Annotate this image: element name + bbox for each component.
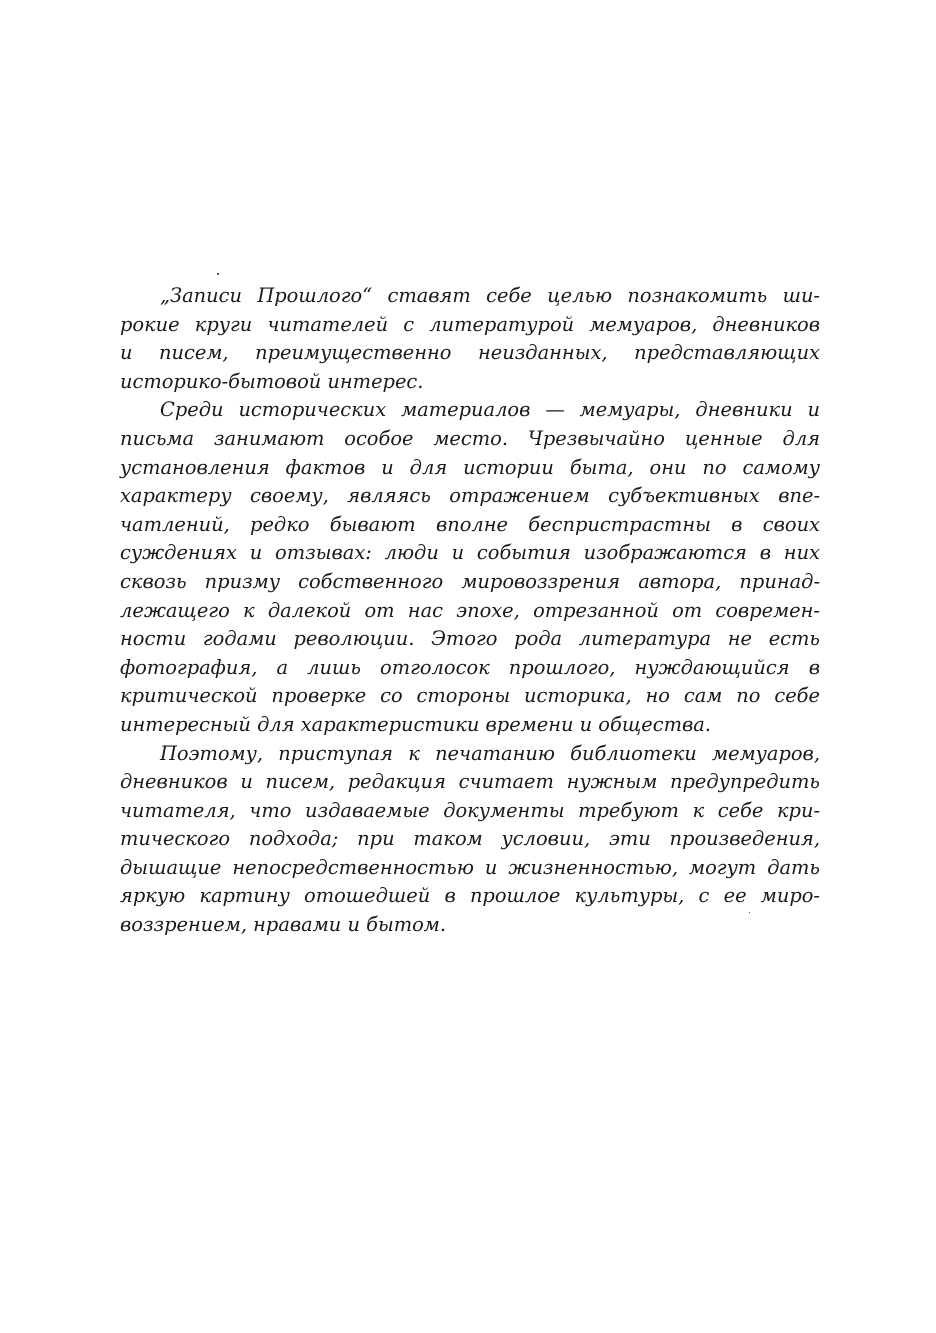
text-line: установления фактов и для истории быта, они по самому (120, 455, 820, 479)
text-line: Поэтому, приступая к печатанию библиотеки мемуаров, (160, 741, 820, 765)
text-line: письма занимают особое место. Чрезвычайно ценные для (120, 426, 820, 450)
text-line: рокие круги читателей с литературой мемуаров, дневников (120, 312, 820, 336)
text-line: тического подхода; при таком условии, эти произведения, (120, 827, 820, 851)
text-line: характеру своему, являясь отражением субъективных впе- (120, 484, 820, 508)
text-line: яркую картину отошедшей в прошлое культуры, с ее миро- (120, 884, 820, 908)
foreword-text (120, 282, 820, 940)
text-line: Среди исторических материалов — мемуары, дневники и (160, 398, 820, 422)
text-line: дневников и писем, редакция считает нужным предупредить (120, 770, 820, 794)
paragraph-2 (120, 396, 820, 739)
paragraph-3 (120, 740, 820, 940)
text-line: дышащие непосредственностью и жизненностью, могут дать (120, 855, 820, 879)
paragraph-1 (120, 282, 820, 396)
text-line: читателя, что издаваемые документы требуют к себе кри- (120, 798, 820, 822)
text-line: критической проверке со стороны историка, но сам по себе (120, 684, 820, 708)
text-line: фотография, а лишь отголосок прошлого, нуждающийся в (120, 655, 820, 679)
text-line: лежащего к далекой от нас эпохе, отрезанной от современ- (120, 598, 820, 622)
text-line: суждениях и отзывах: люди и события изображаются в них (120, 541, 820, 565)
text-line: интересный для характеристики времени и общества. (120, 712, 711, 736)
text-line: воззрением, нравами и бытом. (120, 913, 447, 937)
text-line: сквозь призму собственного мировоззрения автора, принад- (120, 569, 820, 593)
text-line: „Записи Прошлого“ ставят себе целью познакомить ши- (160, 284, 820, 307)
text-line: историко-бытовой интерес. (120, 369, 424, 393)
text-line: и писем, преимущественно неизданных, представляющих (120, 341, 820, 365)
print-speck (217, 273, 219, 275)
text-line: ности годами революции. Этого рода литература не есть (120, 627, 820, 651)
text-line: чатлений, редко бывают вполне беспристрастны в своих (120, 512, 820, 536)
